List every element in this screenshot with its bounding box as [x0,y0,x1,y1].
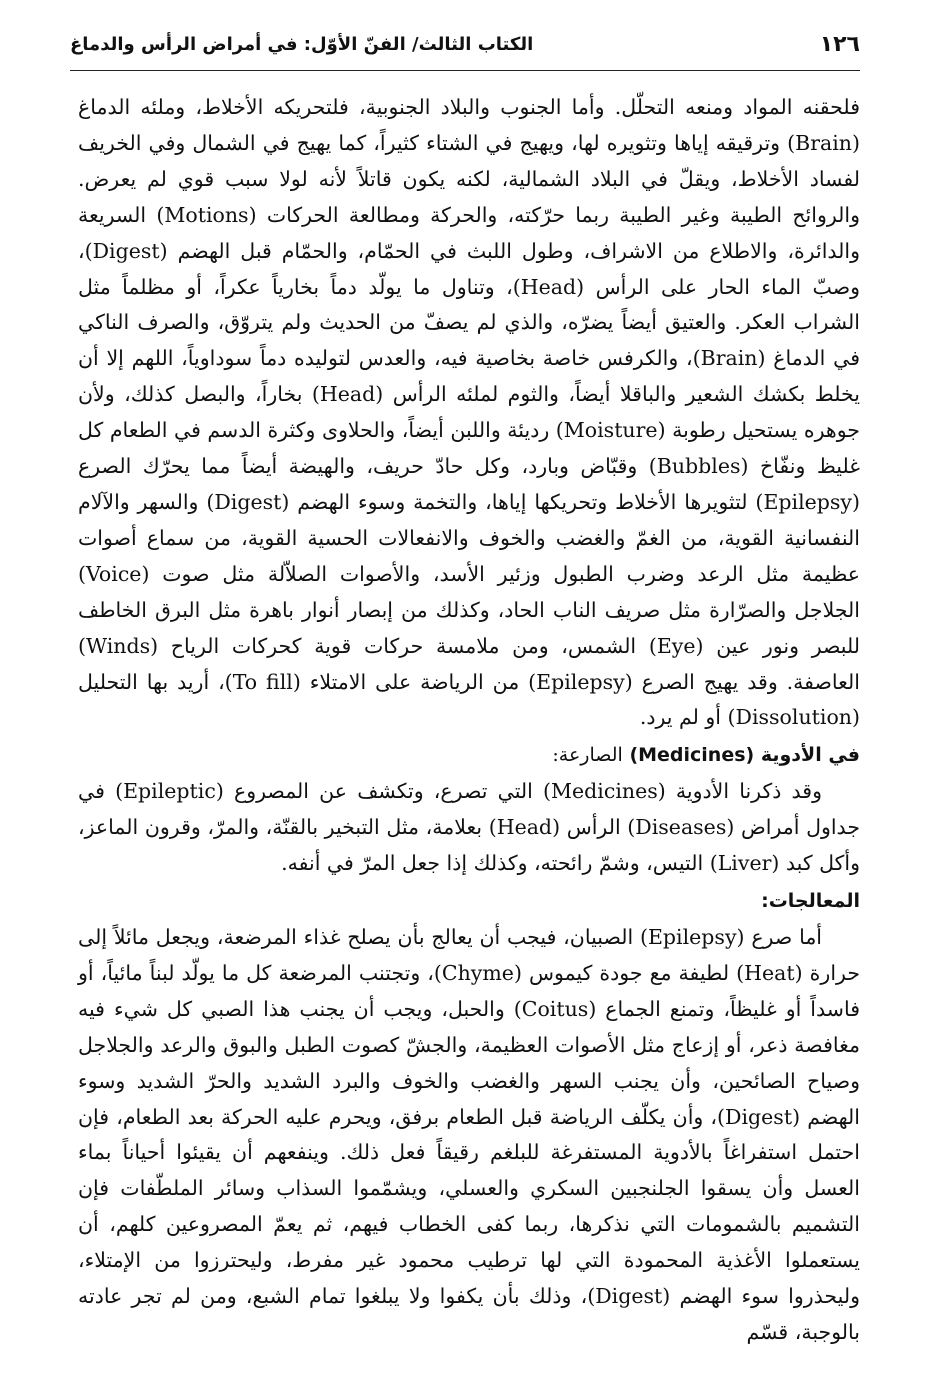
paragraph-treatments: أما صرع (Epilepsy) الصبيان، فيجب أن يعالج بأن يصلح غذاء المرضعة، ويجعل مائلاً إلى حرارة (Heat) لطيفة مع جودة كيموس (Chyme)، وتجتنب المرضعة كل ما يولّد لبناً مائياً، أو فاسداً أو غليظاً، وتمنع الجماع (Coitus) والحبل، ويجب أن يجنب هذا الصبي كل شيء فيه مغافصة ذعر، أو إزعاج مثل الأصوات العظيمة، والجشّ كصوت الطبل والبوق والرعد والجلاجل وصياح الصائحين، وأن يجنب السهر والغضب والخوف والبرد الشديد والحرّ الشديد وسوء الهضم (Digest)، وأن يكلّف الرياضة قبل الطعام برفق، ويحرم عليه الحركة بعد الطعام، فإن احتمل استفراغاً بالأدوية المستفرغة للبلغم رقيقاً فعل ذلك. وينفعهم أن يقيئوا أحياناً بماء العسل وأن يسقوا الجلنجبين السكري والعسلي، ويشمّموا السذاب وسائر الملطّفات فإن التشميم بالشمومات التي نذكرها، ربما كفى الخطاب فيهم، ثم يعمّ المصروعين كلهم، أن يستعملوا الأغذية المحمودة التي لها ترطيب محمود غير مفرط، وليحترزوا من الإمتلاء، وليحذروا سوء الهضم (Digest)، وذلك بأن يكفوا ولا يبلغوا تمام الشبع، ومن لم تجر عادته بالوجبة، قسّم [78,925,861,1344]
section-heading-medicines-rest: الصارعة: [552,744,623,767]
section-heading-treatments: المعالجات: [761,890,860,913]
running-title: الكتاب الثالث/ الفنّ الأوّل: في أمراض الرأس والدماغ [70,34,534,55]
paragraph-causes: فلحقنه المواد ومنعه التحلّل. وأما الجنوب والبلاد الجنوبية، فلتحريكه الأخلاط، وملئه الدماغ (Brain) وترقيقه إياها وتثويره لها، ويهيج في الشتاء كثيراً، كما يهيج في الشمال وفي الخريف لفساد الأخلاط، ويقلّ في البلاد الشمالية، لكنه يكون قاتلاً لأنه لولا سبب قوي لم يعرض. والروائح الطيبة وغير الطيبة ربما حرّكته، والحركة ومطالعة الحركات (Motions) السريعة والدائرة، والاطلاع من الاشراف، وطول اللبث في الحمّام، والحمّام قبل الهضم (Digest)، وصبّ الماء الحار على الرأس (Head)، وتناول ما يولّد دماً بخارياً عكراً، أو مظلماً مثل الشراب العكر. والعتيق أيضاً يضرّه، والذي لم يصفّ من الحديث ولم يتروّق، والصرف الناكي في الدماغ (Brain)، والكرفس خاصة بخاصية فيه، والعدس لتوليده دماً سوداوياً، اللهم إلا أن يخلط بكشك الشعير والباقلا أيضاً، والثوم لملئه الرأس (Head) بخاراً، والبصل كذلك، ولأن جوهره يستحيل رطوبة (Moisture) رديئة واللبن أيضاً، والحلاوى وكثرة الدسم في الطعام كل غليظ ونفّاخ (Bubbles) وقبّاض وبارد، وكل حادّ حريف، والهيضة أيضاً مما يحرّك الصرع (Epilepsy) لتثويرها الأخلاط وتحريكها إياها، والتخمة وسوء الهضم (Digest) والسهر والآلام النفسانية القوية، من الغمّ والغضب والخوف والانفعالات الحسية القوية، من سماع أصوات عظيمة مثل الرعد وضرب الطبول وزئير الأسد، والأصوات الصلاّلة مثل صوت (Voice) الجلاجل والصرّارة مثل صريف الناب الحاد، وكذلك من إبصار أنوار باهرة مثل البرق الخاطف للبصر ونور عين (Eye) الشمس، ومن ملامسة حركات قوية كحركات الرياح (Winds) العاصفة. وقد يهيج الصرع (Epilepsy) من الرياضة على الامتلاء (To fill)، أريد بها التحليل (Dissolution) أو لم يرد. [78,95,861,730]
paragraph-medicines: وقد ذكرنا الأدوية (Medicines) التي تصرع، وتكشف عن المصروع (Epileptic) في جداول أمراض (Diseases) الرأس (Head) بعلامة، مثل التبخير بالقنّة، والمرّ، وقرون الماعز، وأكل كبد (Liver) التيس، وشمّ رائحته، وكذلك إذا جعل المرّ في أنفه. [78,779,860,876]
page-header [70,30,860,71]
section-heading-medicines-title: في الأدوية (Medicines) [629,744,860,767]
section-heading-medicines [78,736,860,774]
page-number: ١٢٦ [819,32,860,57]
body-text [78,90,860,1351]
